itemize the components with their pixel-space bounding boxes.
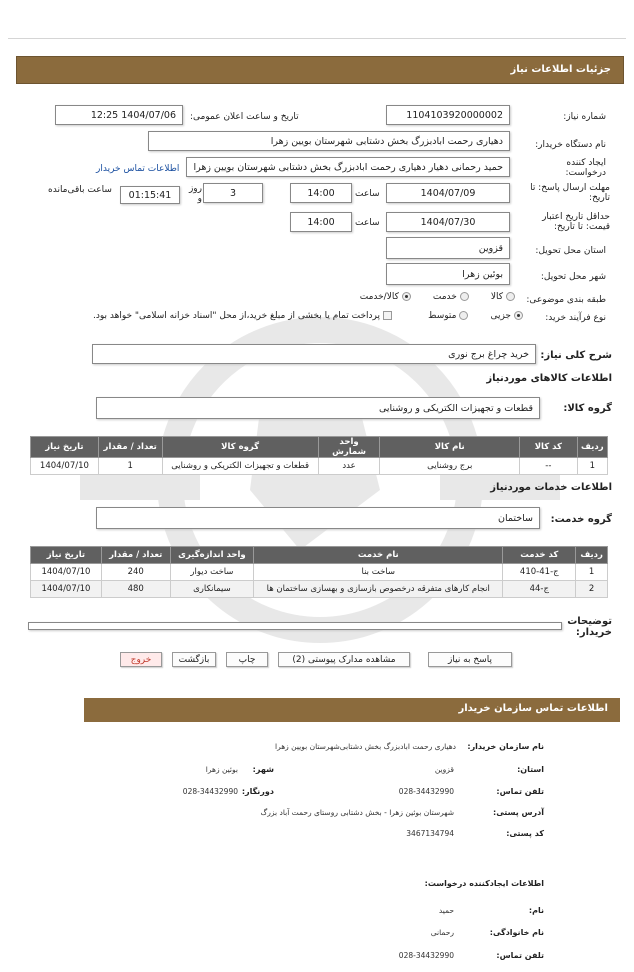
- reply-button[interactable]: پاسخ به نیاز: [428, 652, 512, 667]
- creator-phone-label: تلفن تماس:: [496, 951, 544, 960]
- goods-col-code: کد کالا: [520, 437, 578, 458]
- creator-value: حمید رحمانی دهیار دهیاری رحمت ابادبزرگ بخش دشتابی شهرستان بویین زهرا: [193, 161, 503, 173]
- goods-col-qty: تعداد / مقدار: [98, 437, 162, 458]
- contact-org-value: دهیاری رحمت ابادبزرگ بخش دشتابی‌شهرستان بویین زهرا: [275, 742, 456, 751]
- services-col-qty: تعداد / مقدار: [101, 547, 170, 564]
- deadline-date-field: [386, 183, 510, 203]
- summary-value: خرید چراغ برج نوری: [448, 348, 529, 360]
- category-label: طبقه بندی موضوعی:: [526, 295, 606, 305]
- goods-title: اطلاعات کالاهای موردنیاز: [486, 373, 612, 384]
- city-field: [386, 263, 510, 285]
- notes-label: توضیحات خریدار:: [567, 616, 612, 638]
- payment-note: پرداخت تمام یا بخشی از مبلغ خرید،از محل "اسناد خزانه اسلامی" خواهد بود.: [92, 311, 380, 321]
- buyer-contact-link[interactable]: اطلاعات تماس خریدار: [96, 164, 180, 174]
- contact-postal-label: کد پستی:: [506, 829, 544, 838]
- table-row: 1 ج-41-410 ساخت بنا ساخت دیوار 240 1404/07/10: [31, 564, 608, 581]
- table-row: 2 ج-44 انجام کارهای متفرقه درخصوص بازسازی و بهسازی ساختمان ها سیمانکاری 480 1404/07/10: [31, 581, 608, 598]
- contact-postal-value: 3467134794: [406, 829, 454, 838]
- contact-fax-label: دورنگار:: [241, 787, 274, 796]
- services-group-label: گروه خدمت:: [550, 514, 612, 525]
- process-label: نوع فرآیند خرید:: [545, 313, 606, 323]
- contact-city-label: شهر:: [252, 765, 274, 774]
- buyer-org-field: [148, 131, 510, 151]
- days-label: روز و: [188, 184, 202, 204]
- contact-city-value: بوئین زهرا: [205, 765, 238, 774]
- buyer-org-label: نام دستگاه خریدار:: [535, 140, 606, 150]
- category-radio-service[interactable]: خدمت: [433, 292, 469, 302]
- goods-col-group: گروه کالا: [162, 437, 318, 458]
- buyer-org-value: دهیاری رحمت ابادبزرگ بخش دشتابی شهرستان بویین زهرا: [270, 135, 503, 147]
- deadline-time-label: ساعت: [355, 189, 380, 199]
- announce-field: [55, 105, 183, 125]
- days-field: [203, 183, 263, 203]
- goods-col-name: نام کالا: [380, 437, 520, 458]
- contact-province-label: استان:: [517, 765, 544, 774]
- goods-group-value: قطعات و تجهیزات الکتریکی و روشنایی: [378, 402, 533, 414]
- city-label: شهر محل تحویل:: [540, 272, 606, 282]
- page-header: [16, 56, 624, 84]
- remaining-label: ساعت باقی‌مانده: [48, 185, 112, 195]
- services-col-row: ردیف: [576, 547, 608, 564]
- validity-date-field: [386, 212, 510, 232]
- remaining-value: 01:15:41: [128, 189, 172, 201]
- goods-group-label: گروه کالا:: [563, 403, 612, 414]
- province-label: استان محل تحویل:: [535, 246, 606, 256]
- creator-name-label: نام:: [528, 906, 544, 915]
- services-group-value: ساختمان: [498, 512, 533, 524]
- deadline-time-value: 14:00: [307, 187, 335, 199]
- services-col-date: تاریخ نیاز: [31, 547, 102, 564]
- process-radio-medium[interactable]: متوسط: [428, 311, 468, 321]
- announce-value: 1404/07/06 12:25: [90, 109, 176, 121]
- goods-col-unit: واحد شمارش: [318, 437, 380, 458]
- summary-field: [92, 344, 536, 364]
- creator-name-value: حمید: [438, 906, 454, 915]
- contact-org-label: نام سازمان خریدار:: [467, 742, 544, 751]
- exit-button[interactable]: خروج: [120, 652, 162, 667]
- back-button[interactable]: بازگشت: [172, 652, 216, 667]
- category-radio-group: [300, 292, 515, 302]
- days-value: 3: [229, 187, 237, 199]
- city-value: بوئین زهرا: [462, 268, 503, 280]
- creator-family-label: نام خانوادگی:: [489, 928, 544, 937]
- process-radio-minor[interactable]: جزیی: [490, 311, 523, 321]
- print-button[interactable]: چاپ: [226, 652, 268, 667]
- deadline-time-field: [290, 183, 352, 203]
- creator-label: ایجاد کننده درخواست:: [565, 158, 606, 178]
- creator-phone-value: 028-34432990: [398, 951, 454, 960]
- validity-time-field: [290, 212, 352, 232]
- top-divider: [8, 38, 626, 39]
- services-col-code: کد خدمت: [503, 547, 576, 564]
- validity-time-label: ساعت: [355, 218, 380, 228]
- contact-address-value: شهرستان بوئین زهرا - بخش دشتابی روستای رحمت آباد بزرگ: [260, 808, 454, 817]
- creator-family-value: رحمانی: [430, 928, 454, 937]
- remaining-field: [120, 186, 180, 204]
- province-value: قزوین: [478, 242, 503, 254]
- need-number-label: شماره نیاز:: [563, 112, 606, 122]
- goods-col-row: ردیف: [577, 437, 607, 458]
- process-radio-group: [413, 311, 523, 321]
- need-number-field: [386, 105, 510, 125]
- contact-header: [84, 698, 620, 722]
- goods-table: [30, 436, 608, 475]
- deadline-label: مهلت ارسال پاسخ: تا تاریخ:: [530, 183, 610, 203]
- validity-date-value: 1404/07/30: [420, 216, 476, 228]
- services-col-name: نام خدمت: [254, 547, 503, 564]
- services-table: [30, 546, 608, 598]
- category-radio-goods[interactable]: کالا: [491, 292, 515, 302]
- page-title: جزئیات اطلاعات نیاز: [510, 64, 611, 75]
- services-title: اطلاعات خدمات مورد‌نیاز: [490, 482, 612, 493]
- table-row: 1 -- برج روشنایی عدد قطعات و تجهیزات الکتریکی و روشنایی 1 1404/07/10: [31, 458, 608, 475]
- notes-field: [28, 622, 562, 630]
- creator-info-title: اطلاعات ایجادکننده درخواست:: [424, 879, 544, 888]
- contact-province-value: قزوین: [434, 765, 454, 774]
- contact-title: اطلاعات تماس سازمان خریدار: [458, 703, 608, 714]
- goods-group-field: [96, 397, 540, 419]
- contact-fax-value: 028-34432990: [182, 787, 238, 796]
- announce-label: تاریخ و ساعت اعلان عمومی:: [190, 112, 299, 122]
- services-col-unit: واحد اندازه‌گیری: [170, 547, 254, 564]
- validity-label: حداقل تاریخ اعتبار قیمت: تا تاریخ:: [542, 212, 610, 232]
- goods-col-date: تاریخ نیاز: [31, 437, 99, 458]
- attachments-button[interactable]: مشاهده مدارک پیوستی (2): [278, 652, 410, 667]
- need-number-value: 1104103920000002: [406, 109, 503, 121]
- deadline-date-value: 1404/07/09: [420, 187, 476, 199]
- province-field: [386, 237, 510, 259]
- services-table-header: [31, 547, 608, 564]
- contact-address-label: آدرس پستی:: [493, 808, 544, 817]
- payment-checkbox-row[interactable]: [52, 311, 392, 321]
- services-group-field: [96, 507, 540, 529]
- contact-phone-label: تلفن تماس:: [496, 787, 544, 796]
- payment-checkbox[interactable]: [383, 311, 392, 320]
- category-radio-goods-service[interactable]: کالا/خدمت: [360, 292, 411, 302]
- contact-phone-value: 028-34432990: [398, 787, 454, 796]
- summary-label: شرح کلی نیاز:: [540, 350, 612, 361]
- creator-field: [186, 157, 510, 177]
- goods-table-header: [31, 437, 608, 458]
- validity-time-value: 14:00: [307, 216, 335, 228]
